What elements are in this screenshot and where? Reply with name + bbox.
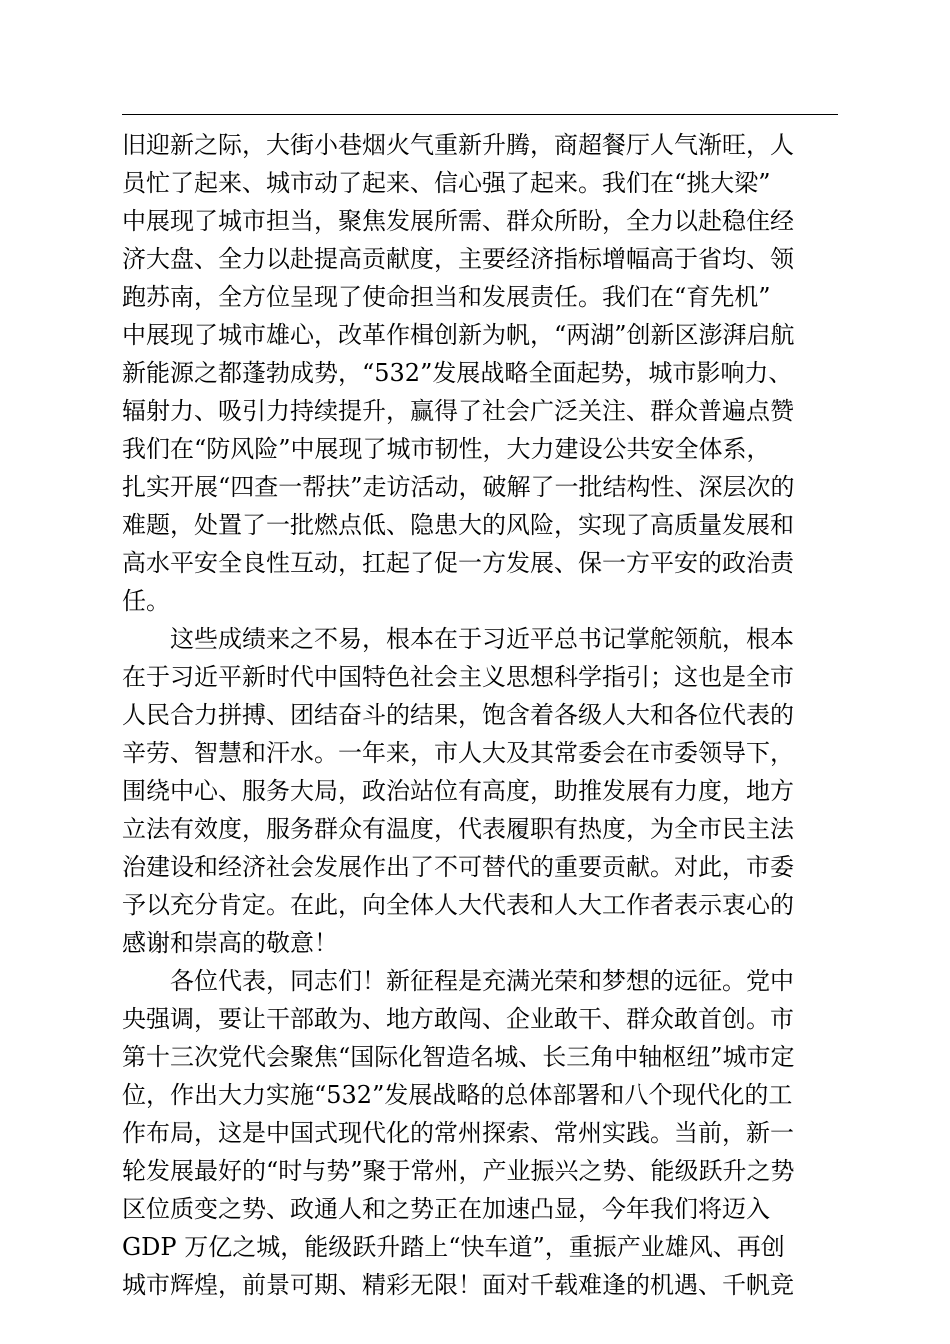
document-body: [122, 126, 838, 1304]
paragraph-first-line: 这些成绩来之不易，根本在于习近平总书记掌舵领航，根本: [170, 625, 794, 653]
text-line: 围绕中心、服务大局，政治站位有高度，助推发展有力度，地方: [122, 777, 794, 805]
text-line: 作布局，这是中国式现代化的常州探索、常州实践。当前，新一: [122, 1119, 794, 1147]
header-rule: [122, 114, 838, 115]
text-line: 中展现了城市担当，聚焦发展所需、群众所盼，全力以赴稳住经: [122, 207, 794, 235]
paragraph-first-line: 各位代表，同志们！新征程是充满光荣和梦想的远征。党中: [170, 967, 794, 995]
text-line: 高水平安全良性互动，扛起了促一方发展、保一方平安的政治责: [122, 549, 794, 577]
text-line: 人民合力拼搏、团结奋斗的结果，饱含着各级人大和各位代表的: [122, 701, 794, 729]
text-line: 新能源之都蓬勃成势，“532”发展战略全面起势，城市影响力、: [122, 359, 793, 387]
text-line: 轮发展最好的“时与势”聚于常州，产业振兴之势、能级跃升之势: [122, 1157, 795, 1185]
text-line: 跑苏南，全方位呈现了使命担当和发展责任。我们在“育先机”: [122, 283, 771, 311]
text-line: 在于习近平新时代中国特色社会主义思想科学指引；这也是全市: [122, 663, 794, 691]
text-line: 央强调，要让干部敢为、地方敢闯、企业敢干、群众敢首创。市: [122, 1005, 794, 1033]
text-line: 中展现了城市雄心，改革作楫创新为帆，“两湖”创新区澎湃启航: [122, 321, 795, 349]
text-line: 员忙了起来、城市动了起来、信心强了起来。我们在“挑大梁”: [122, 169, 771, 197]
text-line: 辛劳、智慧和汗水。一年来，市人大及其常委会在市委领导下，: [122, 739, 794, 767]
text-line: 治建设和经济社会发展作出了不可替代的重要贡献。对此，市委: [122, 853, 794, 881]
text-line: 难题，处置了一批燃点低、隐患大的风险，实现了高质量发展和: [122, 511, 794, 539]
text-line: 旧迎新之际，大街小巷烟火气重新升腾，商超餐厅人气渐旺，人: [122, 131, 794, 159]
text-line: 任。: [122, 587, 170, 615]
text-line: 立法有效度，服务群众有温度，代表履职有热度，为全市民主法: [122, 815, 794, 843]
text-line: 扎实开展“四查一帮扶”走访活动，破解了一批结构性、深层次的: [122, 473, 795, 501]
text-line: 予以充分肯定。在此，向全体人大代表和人大工作者表示衷心的: [122, 891, 794, 919]
text-line: 辐射力、吸引力持续提升，赢得了社会广泛关注、群众普遍点赞: [122, 397, 794, 425]
text-line: 我们在“防风险”中展现了城市韧性，大力建设公共安全体系，: [122, 435, 771, 463]
text-line: 区位质变之势、政通人和之势正在加速凸显，今年我们将迈入: [122, 1195, 770, 1223]
text-line: 位，作出大力实施“532”发展战略的总体部署和八个现代化的工: [122, 1081, 793, 1109]
text-line: 感谢和崇高的敬意！: [122, 929, 338, 957]
text-line: 济大盘、全力以赴提高贡献度，主要经济指标增幅高于省均、领: [122, 245, 794, 273]
text-line: 城市辉煌，前景可期、精彩无限！面对千载难逢的机遇、千帆竞: [122, 1271, 794, 1299]
text-line: GDP 万亿之城，能级跃升踏上“快车道”，重振产业雄风、再创: [122, 1233, 785, 1261]
text-line: 第十三次党代会聚焦“国际化智造名城、长三角中轴枢纽”城市定: [122, 1043, 795, 1071]
